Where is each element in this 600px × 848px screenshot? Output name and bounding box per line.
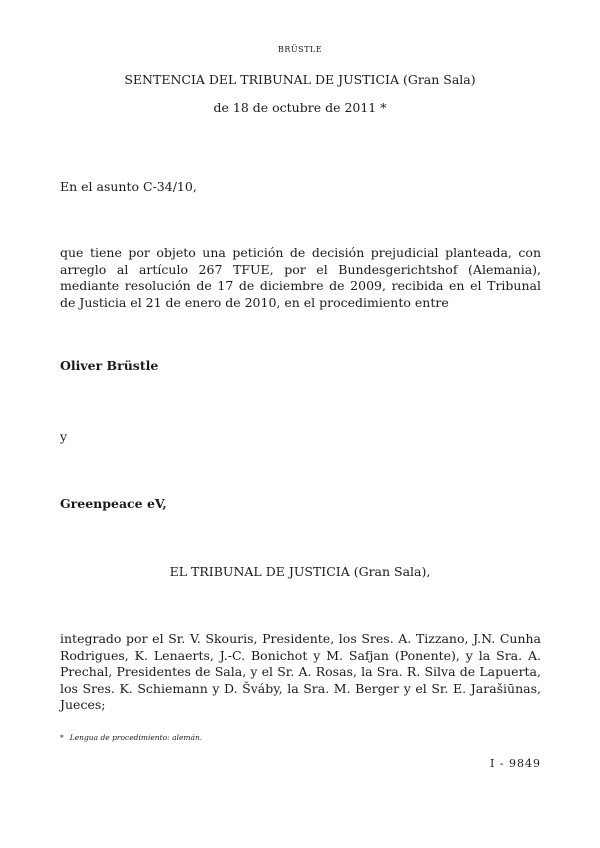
footnote-mark: *	[60, 733, 64, 742]
court-composition: integrado por el Sr. V. Skouris, Presidente, los Sres. A. Tizzano, J.N. Cunha Rodrigues, K. Lenaerts, J.-C. Bonichot y M. Safjan (Ponente), y la Sra. A. Prechal, Presidentes de Sala, y el Sr. A. Rosas, la Sra. R. Silva de Lapuerta, los Sres. K. Schiemann y D. Šváby, la Sra. M. Berger y el Sr. E. Jarašiūnas, Jueces;	[60, 631, 541, 712]
intro-paragraph: que tiene por objeto una petición de decisión prejudicial planteada, con arreglo al artículo 267 TFUE, por el Bundesgerichtshof (Alemania), mediante resolución de 17 de diciembre de 2009, recibida en el Tribunal de Justicia el 21 de enero de 2010, en el procedimiento entre	[60, 245, 541, 310]
footnote	[60, 733, 202, 742]
footnote-text: Lengua de procedimiento: alemán.	[69, 733, 203, 742]
party-conjunction: y	[60, 429, 68, 444]
party-defendant: Greenpeace eV,	[60, 496, 167, 511]
case-reference: En el asunto C-34/10,	[60, 179, 197, 194]
judgment-date: de 18 de octubre de 2011 *	[213, 100, 387, 115]
judgment-title: SENTENCIA DEL TRIBUNAL DE JUSTICIA (Gran Sala)	[124, 72, 476, 87]
party-applicant: Oliver Brüstle	[60, 358, 159, 373]
page-number: I - 9849	[489, 757, 541, 770]
running-header: BRÜSTLE	[277, 45, 323, 54]
court-heading: EL TRIBUNAL DE JUSTICIA (Gran Sala),	[169, 564, 431, 579]
